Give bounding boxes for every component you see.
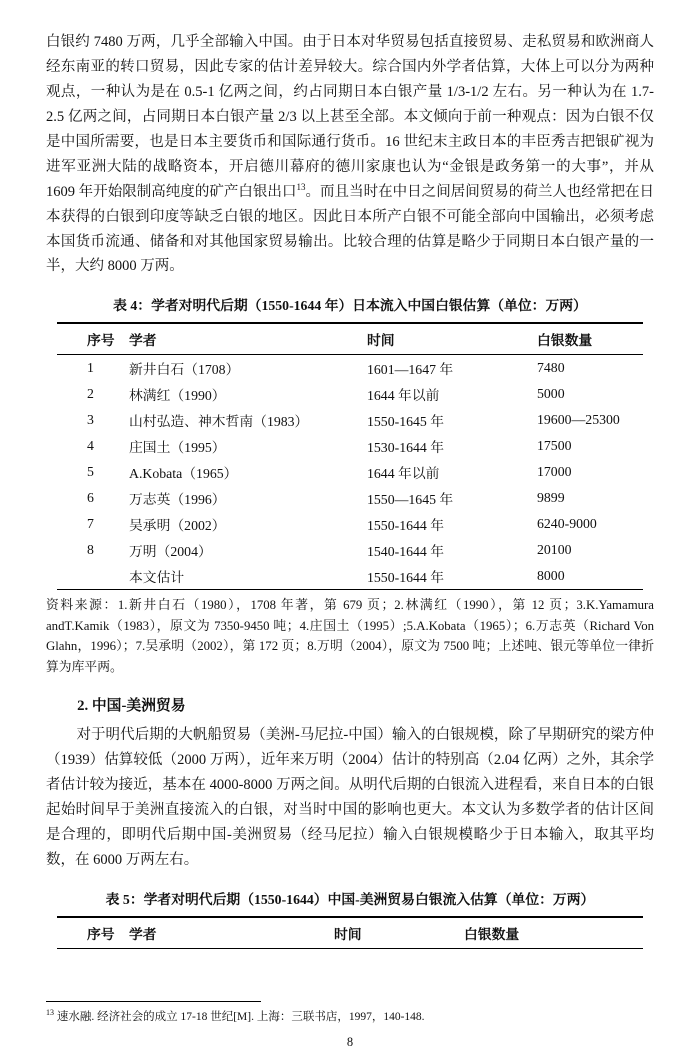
- table-cell: 1644 年以前: [367, 388, 440, 404]
- footnote-marker: 13: [46, 1007, 54, 1017]
- paragraph-japan-silver: [46, 30, 654, 279]
- table-row: [57, 537, 643, 563]
- table-cell: 3: [87, 412, 94, 428]
- table-cell: 7480: [537, 360, 565, 376]
- table-cell: 1550-1645 年: [367, 414, 445, 430]
- column-header: 序号: [87, 333, 115, 349]
- column-header: 序号: [87, 926, 115, 942]
- table-cell: 吴承明（2002）: [129, 518, 226, 534]
- table4-header-row: [57, 323, 643, 355]
- table-cell: 万志英（1996）: [129, 492, 226, 508]
- table-cell: 20100: [537, 542, 572, 558]
- page-number: 8: [346, 1035, 354, 1049]
- table-cell: 6: [87, 490, 94, 506]
- table-row: [57, 355, 643, 382]
- column-header: 白银数量: [464, 926, 520, 942]
- table-cell: 万明（2004）: [129, 544, 212, 560]
- footnote-text: 速水融. 经济社会的成立 17-18 世纪[M]. 上海：三联书店，1997，140-148.: [54, 1010, 425, 1023]
- table-cell: 9899: [537, 490, 565, 506]
- table5-caption: 表 5：学者对明代后期（1550-1644）中国-美洲贸易白银流入估算（单位：万两）: [105, 891, 595, 907]
- table-cell: [57, 563, 125, 590]
- table-row: [57, 433, 643, 459]
- table-cell: 1: [87, 360, 94, 376]
- table-row: [57, 511, 643, 537]
- table4-source-note: 资料来源：1.新井白石（1980），1708 年著，第 679 页；2.林满红（1990），第 12 页；3.K.Yamamura andT.Kamik（1983），原文为 7350-9450 吨；4.庄国土（1995）;5.A.Kobata（1965）；6.万志英（Richard Von Glahn，1996）；7.吴承明（2002），第 172 页；8.万明（2004），原文为 7500 吨；上述吨、银元等单位一律折算为库平两。: [46, 598, 654, 674]
- table-cell: 1644 年以前: [367, 466, 440, 482]
- table-cell: 新井白石（1708）: [129, 362, 240, 378]
- table-row: [57, 563, 643, 590]
- table-cell: 庄国土（1995）: [129, 440, 226, 456]
- table-cell: 山村弘造、神木哲南（1983）: [129, 414, 309, 430]
- column-header: 时间: [334, 926, 362, 942]
- table-cell: A.Kobata（1965）: [129, 466, 238, 482]
- table-cell: 林满红（1990）: [129, 388, 226, 404]
- table-cell: 7: [87, 516, 94, 532]
- table-cell: 4: [87, 438, 94, 454]
- footnote-area: [46, 1001, 654, 1026]
- table-cell: 1550-1644 年: [367, 570, 445, 586]
- table5-americas-silver-estimates: [57, 916, 643, 949]
- column-header: 学者: [129, 926, 157, 942]
- table-cell: 本文估计: [129, 570, 185, 586]
- table-cell: 5000: [537, 386, 565, 402]
- table-cell: 1601—1647 年: [367, 362, 454, 378]
- paragraph-text-after-ref: 。而且当时在中日之间居间贸易的荷兰人也经常把在日本获得的白银到印度等缺乏白银的地区。因此日本所产白银不可能全部向中国输出，必须考虑本国货币流通、储备和对其他国家贸易输出。比较合理的估算是略少于同期日本白银产量的一半，大约 8000 万两。: [46, 183, 655, 275]
- table-cell: 6240-9000: [537, 516, 597, 532]
- paragraph-text-before-ref: 白银约 7480 万两，几乎全部输入中国。由于日本对华贸易包括直接贸易、走私贸易和欧洲商人经东南亚的转口贸易，因此专家的估计差异较大。综合国内外学者估算，大体上可以分为两种观点，一种认为是在 0.5-1 亿两之间，约占同期日本白银产量 1/3-1/2 左右。另一种认为在 1.7-2.5 亿两之间，占同期日本白银产量 2/3 以上甚至全部。本文倾向于前一种观点：因为白银不仅是中国所需要，也是日本主要货币和国际通行货币。16 世纪末主政日本的丰臣秀吉把银矿视为进军亚洲大陆的战略资本，开启德川幕府的德川家康也认为“金银是政务第一的大事”，并从 1609 年开始限制高纯度的矿产白银出口: [46, 34, 654, 200]
- table-cell: 5: [87, 464, 94, 480]
- section2-heading: 2. 中国-美洲贸易: [77, 698, 186, 715]
- table-row: [57, 381, 643, 407]
- table-cell: 19600—25300: [537, 412, 620, 428]
- paragraph-americas-trade: 对于明代后期的大帆船贸易（美洲-马尼拉-中国）输入的白银规模，除了早期研究的梁方仲（1939）估算较低（2000 万两），近年来万明（2004）估计的特别高（2.04 亿两）之外，其余学者估计较为接近，基本在 4000-8000 万两之间。从明代后期的白银流入进程看，来自日本的白银起始时间早于美洲直接流入的白银，对当时中国的影响也更大。本文认为多数学者的估计区间是合理的，即明代后期中国-美洲贸易（经马尼拉）输入白银规模略少于日本输入，取其平均数，在 6000 万两左右。: [46, 727, 654, 868]
- table4-body: [57, 355, 643, 590]
- table-cell: 8: [87, 542, 94, 558]
- table-row: [57, 407, 643, 433]
- table5-header-row: [57, 917, 643, 949]
- table-cell: 1550-1644 年: [367, 518, 445, 534]
- column-header: 时间: [367, 333, 395, 349]
- table4-caption: 表 4：学者对明代后期（1550-1644 年）日本流入中国白银估算（单位：万两）: [113, 298, 587, 314]
- table-cell: 1540-1644 年: [367, 544, 445, 560]
- table4-japan-silver-estimates: [57, 322, 643, 590]
- table-cell: 2: [87, 386, 94, 402]
- table-row: [57, 459, 643, 485]
- table-cell: 1530-1644 年: [367, 440, 445, 456]
- table-row: [57, 485, 643, 511]
- table-cell: 17000: [537, 464, 572, 480]
- footnote-reference-13: 13: [296, 181, 306, 192]
- table-cell: 8000: [537, 568, 565, 584]
- table-cell: 1550—1645 年: [367, 492, 454, 508]
- column-header: 学者: [129, 333, 157, 349]
- column-header: 白银数量: [537, 333, 593, 349]
- footnote-separator: [46, 1001, 261, 1002]
- footnote-13: [46, 1007, 654, 1026]
- table-cell: 17500: [537, 438, 572, 454]
